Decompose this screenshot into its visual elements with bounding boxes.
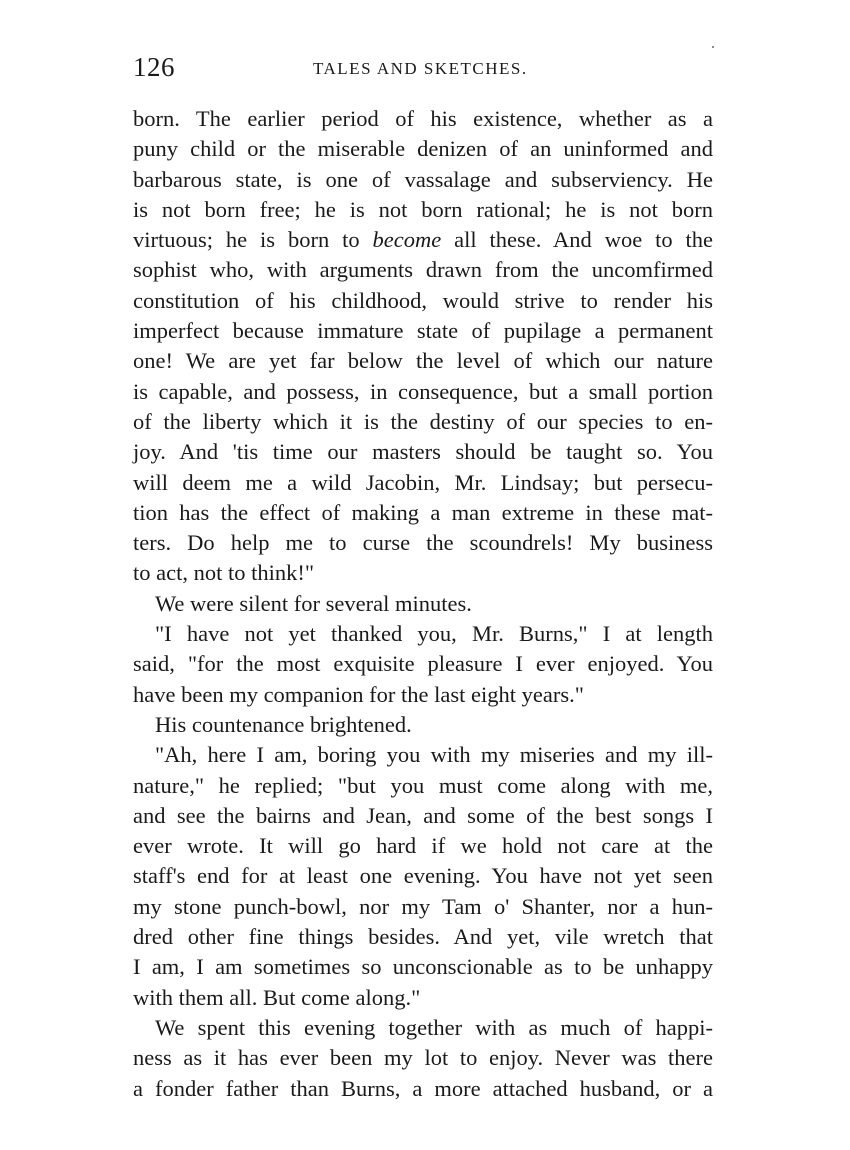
italic-word: become [372, 227, 442, 253]
text-line: staff's end for at least one evening. You have not yet seen [133, 863, 713, 889]
text-line: dred other fine things besides. And yet, vile wretch that [133, 924, 713, 950]
paragraph-start: We were silent for several minutes. [155, 590, 472, 616]
text-line: with them all. But come along." [133, 984, 421, 1010]
paragraph-start: "Ah, here I am, boring you with my miseries and my ill- [155, 742, 713, 768]
text-line: ters. Do help me to curse the scoundrels! My business [133, 530, 713, 556]
text-line: nature," he replied; "but you must come along with me, [133, 772, 713, 798]
running-head [133, 52, 713, 86]
text-line [133, 225, 713, 255]
text-line: I am, I am sometimes so unconscionable as to be unhappy [133, 954, 713, 980]
text-line: sophist who, with arguments drawn from the uncomfirmed [133, 257, 713, 283]
text-line: barbarous state, is one of vassalage and subserviency. He [133, 166, 713, 192]
text-line: constitution of his childhood, would strive to render his [133, 287, 713, 313]
text-line: to act, not to think!" [133, 560, 315, 586]
body-text [133, 104, 713, 1104]
text-line: of the liberty which it is the destiny of our species to en- [133, 408, 713, 434]
text-line: joy. And 'tis time our masters should be taught so. You [133, 439, 713, 465]
paragraph-start: We spent this evening together with as much of happi- [155, 1014, 713, 1040]
text-line: puny child or the miserable denizen of an uninformed and [133, 136, 713, 162]
text-line: said, "for the most exquisite pleasure I ever enjoyed. You [133, 651, 713, 677]
text-line: ness as it has ever been my lot to enjoy. Never was there [133, 1045, 713, 1071]
text-fragment: virtuous; he is born to [133, 227, 373, 253]
text-line: is capable, and possess, in consequence, but a small portion [133, 378, 713, 404]
text-line: have been my companion for the last eight years." [133, 681, 584, 707]
text-line: one! We are yet far below the level of which our nature [133, 348, 713, 374]
paragraph-start: "I have not yet thanked you, Mr. Burns," I at length [155, 621, 713, 647]
text-line: ever wrote. It will go hard if we hold not care at the [133, 833, 713, 859]
text-line: imperfect because immature state of pupilage a permanent [133, 318, 713, 344]
text-line: is not born free; he is not born rational; he is not born [133, 196, 713, 222]
running-title: TALES AND SKETCHES. [313, 59, 528, 78]
text-fragment: all these. And woe to the [441, 227, 713, 253]
text-line: tion has the effect of making a man extreme in these mat- [133, 499, 713, 525]
text-line: my stone punch-bowl, nor my Tam o' Shanter, nor a hun- [133, 893, 713, 919]
text-line: a fonder father than Burns, a more attached husband, or a [133, 1075, 713, 1101]
text-line: will deem me a wild Jacobin, Mr. Lindsay; but persecu- [133, 469, 713, 495]
text-line: born. The earlier period of his existence, whether as a [133, 106, 713, 131]
page-number: 126 [133, 52, 175, 82]
paragraph-start: His countenance brightened. [155, 711, 412, 737]
text-line: and see the bairns and Jean, and some of the best songs I [133, 802, 713, 828]
print-speck [712, 46, 714, 48]
